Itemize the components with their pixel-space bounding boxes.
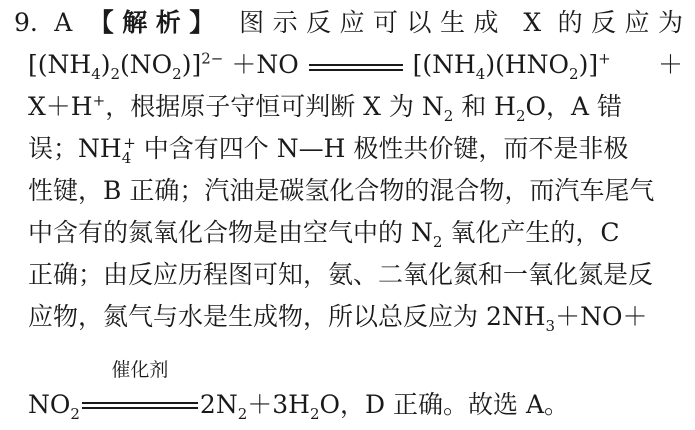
line-8: 应物，氮气与水是生成物，所以总反应为 $2NH_3+NO+$ <box>28 302 648 335</box>
line-2-equation: $[(NH_4)_2(NO_2)]^{2-} +NO$ $[(NH_4)(HNO_2)]^+$ ＋ <box>28 46 683 84</box>
line-6: 中含有的氮氧化合物是由空气中的 $N_2$ 氧化产生的，C <box>28 218 620 251</box>
line-9-equation: $NO_2$ 催化剂 $2N_2+3H_2O$，D 正确。故选 A。 <box>28 359 570 423</box>
line-1 <box>14 4 683 42</box>
catalyst-equals-sign <box>80 359 200 424</box>
catalyst-label: 催化剂 <box>111 359 169 381</box>
line-1-text: 图示反应可以生成 X 的反应为 <box>239 8 683 37</box>
analysis-tag: 【解析】 <box>88 8 223 37</box>
equals-sign <box>307 46 405 84</box>
line-3: X＋H+，根据原子守恒可判断 X 为 $N_2$ 和 $H_2O$，A 错 <box>28 91 622 125</box>
line-5: 性键，B 正确；汽油是碳氢化合物的混合物，而汽车尾气 <box>28 176 655 205</box>
line-7: 正确；由反应历程图可知，氨、二氧化氮和一氧化氮是反 <box>28 260 654 289</box>
line-4: 误；$NH_4^+$ 中含有四个 N—H 极性共价键，而不是非极 <box>28 133 629 167</box>
question-number: 9. A <box>14 8 73 37</box>
